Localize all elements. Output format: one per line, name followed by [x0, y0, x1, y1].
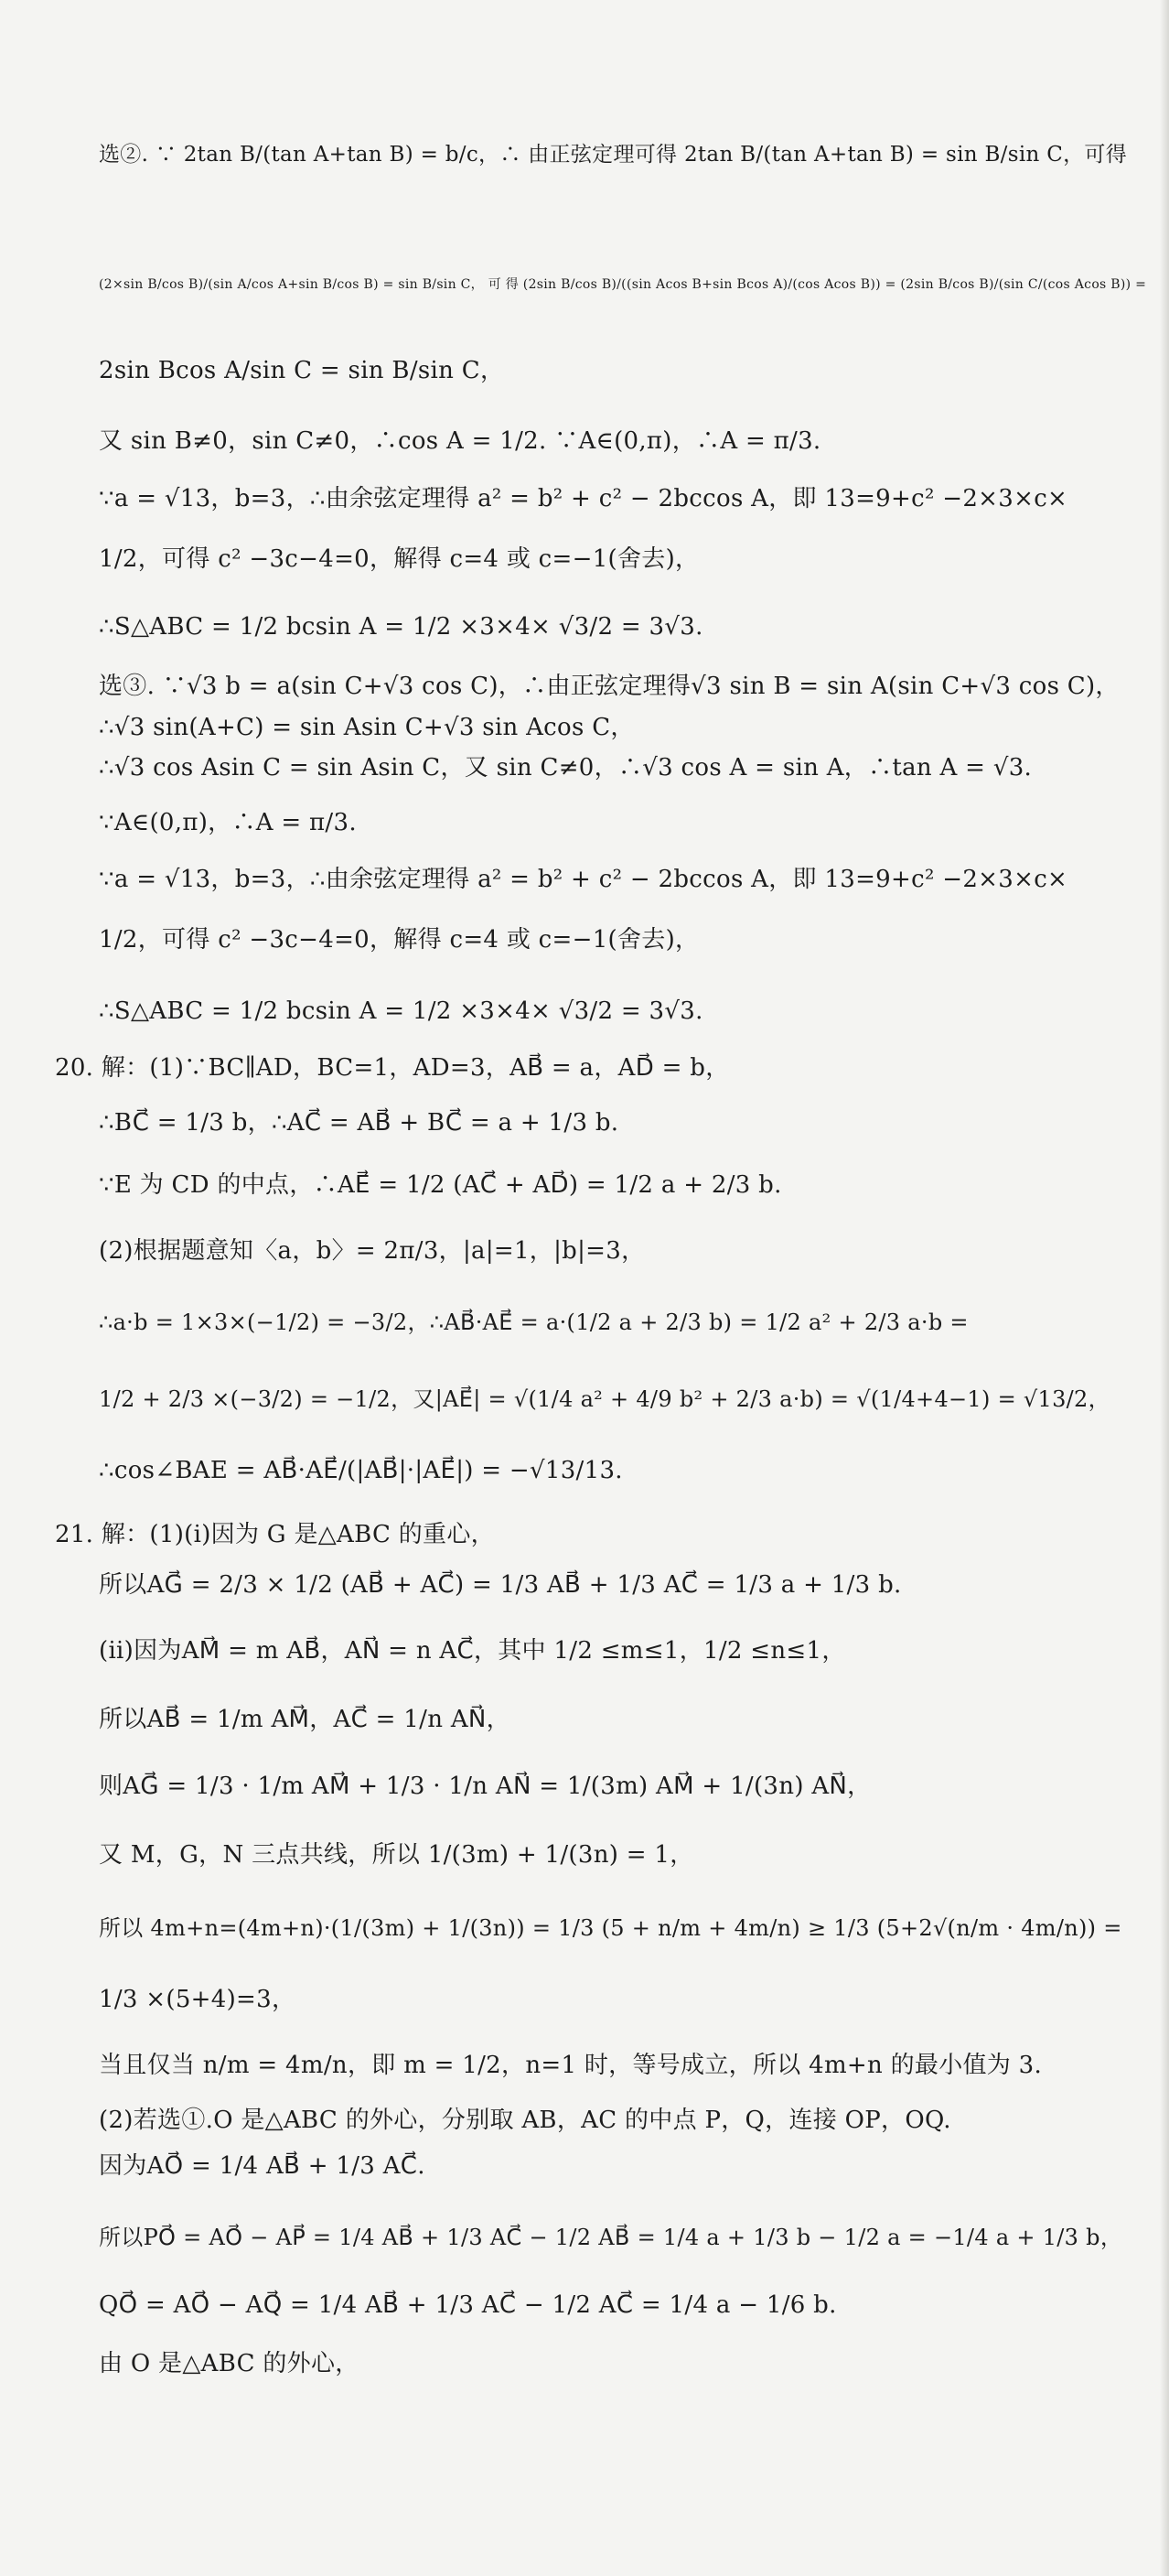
text-line: ∵a = √13，b=3，∴由余弦定理得 a² = b² + c² − 2bccos A，即 13=9+c² −2×3×c×: [99, 866, 1068, 893]
text-line: ∴cos∠BAE = AB⃗·AE⃗/(|AB⃗|·|AE⃗|) = −√13/13.: [99, 1457, 623, 1484]
text-line: ∴S△ABC = 1/2 bcsin A = 1/2 ×3×4× √3/2 = 3√3.: [99, 613, 703, 641]
text-line: ∴S△ABC = 1/2 bcsin A = 1/2 ×3×4× √3/2 = 3√3.: [99, 997, 703, 1025]
text-line: ∵A∈(0,π)，∴A = π/3.: [99, 809, 357, 836]
text-line: (2)若选①.O 是△ABC 的外心，分别取 AB，AC 的中点 P，Q，连接 OP，OQ.: [99, 2107, 951, 2134]
text-line: 则AG⃗ = 1/3 · 1/m AM⃗ + 1/3 · 1/n AN⃗ = 1/(3m) AM⃗ + 1/(3n) AN⃗，: [99, 1773, 872, 1800]
text-line: 因为AO⃗ = 1/4 AB⃗ + 1/3 AC⃗.: [99, 2152, 425, 2180]
text-line: ∵E 为 CD 的中点，∴AE⃗ = 1/2 (AC⃗ + AD⃗) = 1/2 a + 2/3 b.: [99, 1171, 782, 1199]
text-line: 所以AG⃗ = 2/3 × 1/2 (AB⃗ + AC⃗) = 1/3 AB⃗ + 1/3 AC⃗ = 1/3 a + 1/3 b.: [99, 1571, 902, 1599]
text-line: ∴BC⃗ = 1/3 b，∴AC⃗ = AB⃗ + BC⃗ = a + 1/3 b.: [99, 1109, 619, 1137]
text-line: 1/2，可得 c² −3c−4=0，解得 c=4 或 c=−1(舍去)，: [99, 545, 700, 573]
text-line: 选③. ∵√3 b = a(sin C+√3 cos C)，∴由正弦定理得√3 sin B = sin A(sin C+√3 cos C)，: [99, 673, 1120, 700]
text-line: QO⃗ = AO⃗ − AQ⃗ = 1/4 AB⃗ + 1/3 AC⃗ − 1/2 AC⃗ = 1/4 a − 1/6 b.: [99, 2291, 837, 2319]
text-line: 所以AB⃗ = 1/m AM⃗，AC⃗ = 1/n AN⃗，: [99, 1706, 510, 1733]
text-line: 又 M，G，N 三点共线，所以 1/(3m) + 1/(3n) = 1，: [99, 1841, 694, 1869]
text-line: ∴√3 cos Asin C = sin Asin C，又 sin C≠0，∴√3 cos A = sin A，∴tan A = √3.: [99, 754, 1033, 781]
text-line: 当且仅当 n/m = 4m/n，即 m = 1/2，n=1 时，等号成立，所以 4m+n 的最小值为 3.: [99, 2052, 1043, 2079]
text-line: 选②. ∵ 2tan B/(tan A+tan B) = b/c，∴ 由正弦定理可得 2tan B/(tan A+tan B) = sin B/sin C，可得: [99, 143, 1128, 167]
text-line: 由 O 是△ABC 的外心，: [99, 2350, 359, 2377]
text-line: 1/2，可得 c² −3c−4=0，解得 c=4 或 c=−1(舍去)，: [99, 926, 700, 954]
text-line: 1/2 + 2/3 ×(−3/2) = −1/2，又|AE⃗| = √(1/4 a² + 4/9 b² + 2/3 a·b) = √(1/4+4−1) = √13/2，: [99, 1386, 1110, 1412]
text-line: (ii)因为AM⃗ = m AB⃗，AN⃗ = n AC⃗，其中 1/2 ≤m≤1，1/2 ≤n≤1，: [99, 1637, 846, 1665]
text-line: 所以PO⃗ = AO⃗ − AP⃗ = 1/4 AB⃗ + 1/3 AC⃗ − 1/2 AB⃗ = 1/4 a + 1/3 b − 1/2 a = −1/4 a + 1/3 b，: [99, 2225, 1123, 2250]
text-line: ∴a·b = 1×3×(−1/2) = −3/2，∴AB⃗·AE⃗ = a·(1/2 a + 2/3 b) = 1/2 a² + 2/3 a·b =: [99, 1310, 969, 1335]
text-line: (2×sin B/cos B)/(sin A/cos A+sin B/cos B) = sin B/sin C， 可 得 (2sin B/cos B)/((sin Acos B+sin Bcos A)/(cos Acos B)) = (2sin B/cos B)/(sin C/(cos Acos B)) =: [99, 277, 1147, 292]
text-line: 又 sin B≠0，sin C≠0，∴cos A = 1/2. ∵A∈(0,π)，∴A = π/3.: [99, 427, 821, 455]
text-line: 2sin Bcos A/sin C = sin B/sin C，: [99, 357, 505, 384]
text-line: ∵a = √13，b=3，∴由余弦定理得 a² = b² + c² − 2bccos A，即 13=9+c² −2×3×c×: [99, 485, 1068, 512]
text-line: ∴√3 sin(A+C) = sin Asin C+√3 sin Acos C，: [99, 714, 635, 741]
text-line: (2)根据题意知〈a，b〉= 2π/3，|a|=1，|b|=3，: [99, 1237, 646, 1265]
text-line: 1/3 ×(5+4)=3，: [99, 1986, 296, 2013]
scan-edge-shadow: [1160, 0, 1169, 2576]
text-line: 21. 解：(1)(i)因为 G 是△ABC 的重心，: [55, 1521, 495, 1548]
text-line: 所以 4m+n=(4m+n)·(1/(3m) + 1/(3n)) = 1/3 (5 + n/m + 4m/n) ≥ 1/3 (5+2√(n/m · 4m/n)) =: [99, 1915, 1122, 1941]
text-line: 20. 解：(1)∵BC∥AD，BC=1，AD=3，AB⃗ = a，AD⃗ = b，: [55, 1054, 730, 1082]
